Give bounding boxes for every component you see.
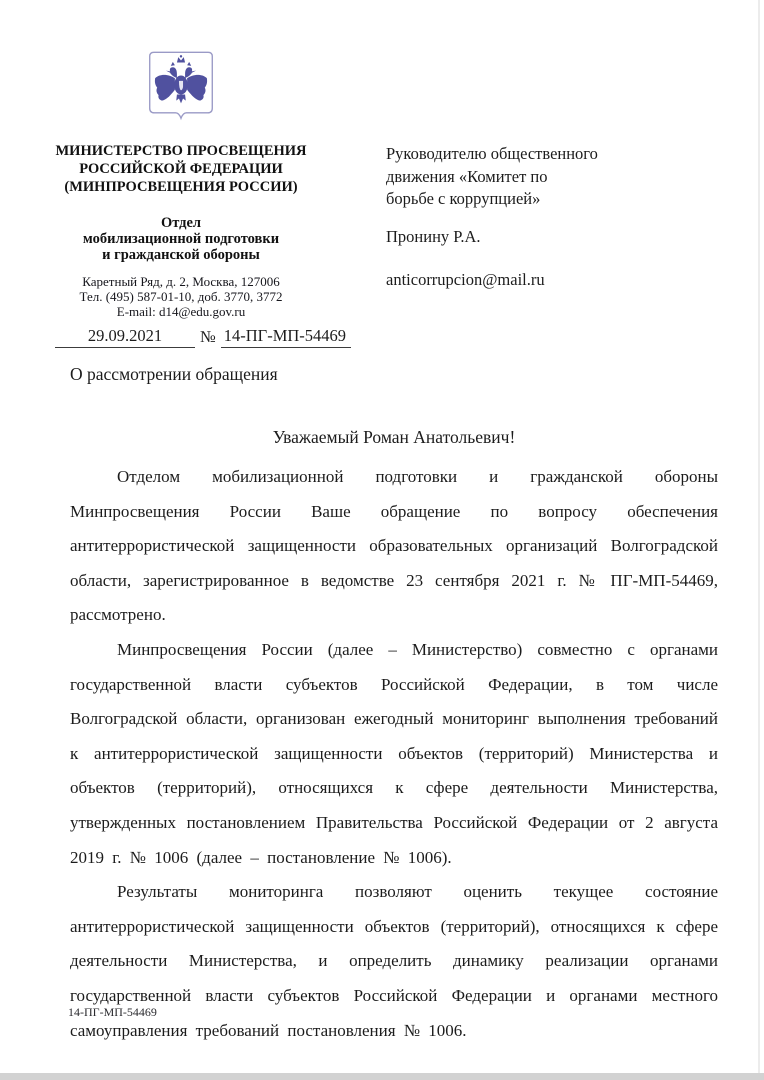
russia-coat-of-arms-icon [147, 50, 215, 129]
footer-reference-number: 14-ПГ-МП-54469 [68, 1005, 157, 1019]
department-line-2: мобилизационной подготовки [82, 231, 280, 247]
page-edge-right [758, 0, 760, 1080]
recipient-name: Пронину Р.А. [386, 226, 481, 246]
department-line-1: Отдел [160, 215, 202, 231]
body-paragraph-3: Результаты мониторинга позволяют оценить текущее состояние антитеррористической защищенности объектов (территорий), относящихся к сфере деятельности Министерства, и определить динамику реализации органами государственной власти субъектов Российской Федерации и органами местного самоуправления требований постановления № 1006. [70, 882, 718, 1040]
recipient-line-3: борьбе с коррупцией» [386, 189, 541, 208]
letter-subject: О рассмотрении обращения [70, 364, 278, 384]
ministry-line-3: (МИНПРОСВЕЩЕНИЯ РОССИИ) [64, 179, 298, 195]
ministry-name [33, 142, 329, 196]
reference-number: 14-ПГ-МП-54469 [221, 326, 351, 348]
ministry-line-1: МИНИСТЕРСТВО ПРОСВЕЩЕНИЯ [55, 143, 307, 159]
letterhead-contacts [33, 274, 329, 320]
letterhead-address: Каретный Ряд, д. 2, Москва, 127006 [82, 274, 280, 289]
number-sign: № [200, 327, 216, 346]
letterhead-email: E-mail: d14@edu.gov.ru [116, 304, 246, 320]
letter-body [70, 419, 718, 1048]
letterhead [33, 50, 329, 320]
reference-date: 29.09.2021 [55, 326, 195, 348]
page-bottom-edge [0, 1073, 764, 1080]
ministry-line-2: РОССИЙСКОЙ ФЕДЕРАЦИИ [79, 161, 283, 177]
department-line-3: и гражданской обороны [102, 247, 260, 263]
recipient-block [386, 143, 686, 292]
department-name [33, 215, 329, 263]
body-paragraph-2: Минпросвещения России (далее – Министерство) совместно с органами государственной власти субъектов Российской Федерации, в том числе Волгоградской области, организован ежегодный мониторинг выполнения требований к антитеррористической защищенности объектов (территорий) Министерства и объектов (территорий), относящихся к сфере деятельности Министерства, утвержденных постановлением Правительства Российской Федерации от 2 августа 2019 г. № 1006 (далее – постановление № 1006). [70, 639, 718, 867]
body-paragraph-1: Отделом мобилизационной подготовки и гражданской обороны Минпросвещения России Ваше обращение по вопросу обеспечения антитеррористической защищенности образовательных организаций Волгоградской области, зарегистрированное в ведомстве 23 сентября 2021 г. № ПГ-МП-54469, рассмотрено. [70, 467, 718, 625]
recipient-line-2: движения «Комитет по [386, 166, 548, 186]
reference-line [55, 326, 351, 348]
recipient-email: anticorrupcion@mail.ru [386, 270, 545, 289]
emblem-wrap [33, 50, 329, 129]
letterhead-phone: Тел. (495) 587-01-10, доб. 3770, 3772 [79, 289, 283, 305]
recipient-line-1: Руководителю общественного [386, 144, 598, 163]
salutation: Уважаемый Роман Анатольевич! [272, 427, 516, 447]
